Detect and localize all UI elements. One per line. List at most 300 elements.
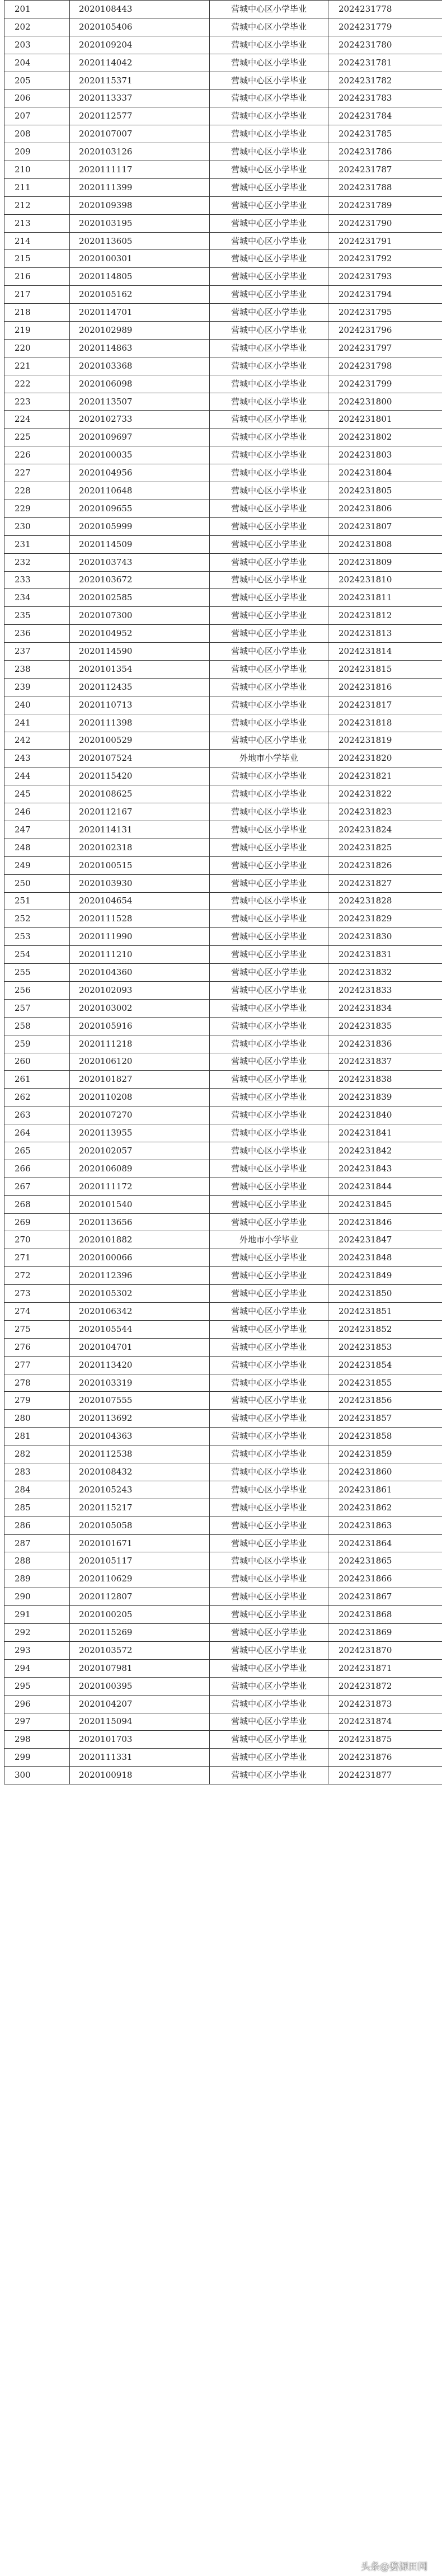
cell-exam-number: 2024231815 (328, 660, 442, 678)
cell-serial-number: 282 (4, 1445, 70, 1463)
cell-student-id: 2020101703 (70, 1731, 210, 1749)
cell-student-id: 2020114042 (70, 54, 210, 72)
table-row (4, 1428, 442, 1445)
cell-student-id: 2020111331 (70, 1749, 210, 1767)
table-row (4, 339, 442, 357)
cell-exam-number: 2024231781 (328, 54, 442, 72)
cell-graduation-school: 营城中心区小学毕业 (210, 1552, 328, 1570)
table-row (4, 821, 442, 839)
cell-student-id: 2020103572 (70, 1641, 210, 1659)
table-row (4, 1035, 442, 1053)
cell-graduation-school: 营城中心区小学毕业 (210, 1338, 328, 1356)
cell-student-id: 2020114701 (70, 304, 210, 322)
cell-serial-number: 259 (4, 1035, 70, 1053)
cell-graduation-school: 营城中心区小学毕业 (210, 339, 328, 357)
cell-graduation-school: 营城中心区小学毕业 (210, 1606, 328, 1624)
cell-exam-number: 2024231841 (328, 1124, 442, 1142)
cell-serial-number: 228 (4, 482, 70, 500)
table-row (4, 553, 442, 571)
cell-serial-number: 247 (4, 821, 70, 839)
table-row (4, 517, 442, 535)
cell-student-id: 2020101827 (70, 1071, 210, 1089)
cell-serial-number: 234 (4, 589, 70, 607)
table-row (4, 1303, 442, 1321)
cell-graduation-school: 营城中心区小学毕业 (210, 54, 328, 72)
results-table (4, 0, 442, 1784)
cell-serial-number: 254 (4, 946, 70, 964)
cell-graduation-school: 营城中心区小学毕业 (210, 643, 328, 661)
cell-exam-number: 2024231822 (328, 785, 442, 803)
table-row (4, 856, 442, 874)
table-row (4, 178, 442, 196)
table-row (4, 964, 442, 982)
cell-exam-number: 2024231785 (328, 125, 442, 143)
cell-student-id: 2020111528 (70, 910, 210, 928)
table-row (4, 1106, 442, 1124)
cell-graduation-school: 营城中心区小学毕业 (210, 964, 328, 982)
cell-serial-number: 225 (4, 428, 70, 446)
cell-exam-number: 2024231812 (328, 607, 442, 625)
cell-exam-number: 2024231821 (328, 767, 442, 785)
cell-student-id: 2020114805 (70, 268, 210, 286)
cell-student-id: 2020111117 (70, 161, 210, 179)
cell-serial-number: 270 (4, 1231, 70, 1249)
cell-exam-number: 2024231803 (328, 446, 442, 464)
cell-student-id: 2020107270 (70, 1106, 210, 1124)
cell-graduation-school: 营城中心区小学毕业 (210, 1695, 328, 1713)
cell-exam-number: 2024231779 (328, 18, 442, 36)
cell-graduation-school: 营城中心区小学毕业 (210, 1213, 328, 1231)
cell-graduation-school: 营城中心区小学毕业 (210, 607, 328, 625)
cell-serial-number: 283 (4, 1463, 70, 1481)
cell-exam-number: 2024231787 (328, 161, 442, 179)
cell-student-id: 2020105999 (70, 517, 210, 535)
cell-serial-number: 287 (4, 1534, 70, 1552)
cell-serial-number: 216 (4, 268, 70, 286)
cell-student-id: 2020102057 (70, 1142, 210, 1160)
cell-graduation-school: 营城中心区小学毕业 (210, 322, 328, 340)
table-row (4, 589, 442, 607)
cell-graduation-school: 营城中心区小学毕业 (210, 72, 328, 90)
table-row (4, 375, 442, 393)
table-row (4, 1374, 442, 1392)
cell-serial-number: 235 (4, 607, 70, 625)
cell-graduation-school: 营城中心区小学毕业 (210, 1428, 328, 1445)
cell-graduation-school: 营城中心区小学毕业 (210, 1588, 328, 1606)
cell-graduation-school: 营城中心区小学毕业 (210, 1356, 328, 1374)
cell-serial-number: 230 (4, 517, 70, 535)
table-row (4, 643, 442, 661)
table-row (4, 1338, 442, 1356)
cell-exam-number: 2024231868 (328, 1606, 442, 1624)
cell-student-id: 2020115217 (70, 1499, 210, 1517)
cell-serial-number: 222 (4, 375, 70, 393)
cell-serial-number: 237 (4, 643, 70, 661)
cell-exam-number: 2024231819 (328, 732, 442, 750)
cell-serial-number: 207 (4, 107, 70, 125)
cell-graduation-school: 营城中心区小学毕业 (210, 1267, 328, 1285)
cell-serial-number: 293 (4, 1641, 70, 1659)
cell-graduation-school: 营城中心区小学毕业 (210, 874, 328, 892)
cell-exam-number: 2024231842 (328, 1142, 442, 1160)
cell-exam-number: 2024231813 (328, 625, 442, 643)
cell-exam-number: 2024231851 (328, 1303, 442, 1321)
document-page (4, 0, 438, 1784)
table-row (4, 1249, 442, 1267)
cell-student-id: 2020110713 (70, 696, 210, 714)
cell-student-id: 2020104654 (70, 892, 210, 910)
cell-exam-number: 2024231856 (328, 1392, 442, 1410)
cell-student-id: 2020109697 (70, 428, 210, 446)
cell-graduation-school: 营城中心区小学毕业 (210, 1320, 328, 1338)
table-row (4, 1534, 442, 1552)
cell-serial-number: 264 (4, 1124, 70, 1142)
cell-graduation-school: 营城中心区小学毕业 (210, 517, 328, 535)
table-body (4, 1, 442, 1784)
cell-serial-number: 290 (4, 1588, 70, 1606)
cell-serial-number: 291 (4, 1606, 70, 1624)
table-row (4, 714, 442, 732)
cell-exam-number: 2024231850 (328, 1285, 442, 1303)
cell-student-id: 2020104360 (70, 964, 210, 982)
cell-student-id: 2020103126 (70, 143, 210, 161)
cell-serial-number: 275 (4, 1320, 70, 1338)
cell-serial-number: 263 (4, 1106, 70, 1124)
cell-serial-number: 292 (4, 1624, 70, 1642)
table-row (4, 500, 442, 517)
cell-student-id: 2020111218 (70, 1035, 210, 1053)
cell-exam-number: 2024231871 (328, 1659, 442, 1677)
cell-student-id: 2020102093 (70, 981, 210, 999)
cell-serial-number: 250 (4, 874, 70, 892)
cell-exam-number: 2024231825 (328, 839, 442, 856)
cell-student-id: 2020111990 (70, 928, 210, 946)
table-row (4, 1677, 442, 1695)
cell-graduation-school: 营城中心区小学毕业 (210, 1195, 328, 1213)
cell-exam-number: 2024231790 (328, 214, 442, 232)
table-row (4, 750, 442, 767)
cell-student-id: 2020103743 (70, 553, 210, 571)
cell-serial-number: 224 (4, 411, 70, 428)
cell-student-id: 2020111210 (70, 946, 210, 964)
cell-serial-number: 279 (4, 1392, 70, 1410)
cell-exam-number: 2024231778 (328, 1, 442, 18)
table-row (4, 1071, 442, 1089)
cell-graduation-school: 营城中心区小学毕业 (210, 714, 328, 732)
cell-serial-number: 297 (4, 1713, 70, 1731)
cell-serial-number: 209 (4, 143, 70, 161)
cell-student-id: 2020115094 (70, 1713, 210, 1731)
cell-serial-number: 296 (4, 1695, 70, 1713)
cell-student-id: 2020112807 (70, 1588, 210, 1606)
cell-graduation-school: 营城中心区小学毕业 (210, 36, 328, 54)
cell-graduation-school: 营城中心区小学毕业 (210, 1570, 328, 1588)
table-row (4, 1731, 442, 1749)
cell-exam-number: 2024231793 (328, 268, 442, 286)
cell-graduation-school: 营城中心区小学毕业 (210, 1249, 328, 1267)
cell-exam-number: 2024231859 (328, 1445, 442, 1463)
cell-exam-number: 2024231843 (328, 1160, 442, 1178)
cell-student-id: 2020110208 (70, 1089, 210, 1106)
table-row (4, 1356, 442, 1374)
cell-graduation-school: 营城中心区小学毕业 (210, 1463, 328, 1481)
cell-student-id: 2020113955 (70, 1124, 210, 1142)
cell-student-id: 2020112396 (70, 1267, 210, 1285)
table-row (4, 214, 442, 232)
table-row (4, 1267, 442, 1285)
cell-serial-number: 281 (4, 1428, 70, 1445)
table-row (4, 839, 442, 856)
table-row (4, 1606, 442, 1624)
cell-serial-number: 251 (4, 892, 70, 910)
table-row (4, 286, 442, 304)
cell-graduation-school: 营城中心区小学毕业 (210, 1677, 328, 1695)
cell-exam-number: 2024231786 (328, 143, 442, 161)
cell-graduation-school: 营城中心区小学毕业 (210, 553, 328, 571)
cell-student-id: 2020108432 (70, 1463, 210, 1481)
table-row (4, 1749, 442, 1767)
cell-exam-number: 2024231789 (328, 196, 442, 214)
cell-serial-number: 218 (4, 304, 70, 322)
table-row (4, 1659, 442, 1677)
cell-exam-number: 2024231837 (328, 1053, 442, 1071)
table-row (4, 732, 442, 750)
cell-student-id: 2020103195 (70, 214, 210, 232)
table-row (4, 125, 442, 143)
table-row (4, 1213, 442, 1231)
cell-student-id: 2020102733 (70, 411, 210, 428)
cell-student-id: 2020102318 (70, 839, 210, 856)
cell-exam-number: 2024231791 (328, 232, 442, 250)
cell-graduation-school: 营城中心区小学毕业 (210, 625, 328, 643)
cell-exam-number: 2024231782 (328, 72, 442, 90)
cell-graduation-school: 营城中心区小学毕业 (210, 1713, 328, 1731)
cell-student-id: 2020112435 (70, 678, 210, 696)
cell-serial-number: 278 (4, 1374, 70, 1392)
cell-graduation-school: 营城中心区小学毕业 (210, 90, 328, 107)
cell-serial-number: 289 (4, 1570, 70, 1588)
cell-exam-number: 2024231784 (328, 107, 442, 125)
cell-student-id: 2020100515 (70, 856, 210, 874)
cell-student-id: 2020107007 (70, 125, 210, 143)
cell-graduation-school: 营城中心区小学毕业 (210, 1499, 328, 1517)
table-row (4, 1089, 442, 1106)
cell-student-id: 2020109398 (70, 196, 210, 214)
cell-student-id: 2020113656 (70, 1213, 210, 1231)
cell-exam-number: 2024231838 (328, 1071, 442, 1089)
table-row (4, 999, 442, 1017)
table-row (4, 571, 442, 589)
cell-serial-number: 208 (4, 125, 70, 143)
cell-exam-number: 2024231780 (328, 36, 442, 54)
cell-student-id: 2020101354 (70, 660, 210, 678)
cell-serial-number: 231 (4, 535, 70, 553)
cell-student-id: 2020113692 (70, 1410, 210, 1428)
cell-graduation-school: 营城中心区小学毕业 (210, 1, 328, 18)
cell-student-id: 2020107981 (70, 1659, 210, 1677)
cell-graduation-school: 营城中心区小学毕业 (210, 1481, 328, 1499)
cell-graduation-school: 营城中心区小学毕业 (210, 1624, 328, 1642)
table-row (4, 304, 442, 322)
cell-graduation-school: 营城中心区小学毕业 (210, 1160, 328, 1178)
cell-serial-number: 232 (4, 553, 70, 571)
cell-serial-number: 202 (4, 18, 70, 36)
cell-exam-number: 2024231823 (328, 803, 442, 821)
cell-exam-number: 2024231865 (328, 1552, 442, 1570)
cell-student-id: 2020115420 (70, 767, 210, 785)
cell-serial-number: 298 (4, 1731, 70, 1749)
cell-exam-number: 2024231877 (328, 1767, 442, 1784)
cell-graduation-school: 营城中心区小学毕业 (210, 1445, 328, 1463)
cell-student-id: 2020114863 (70, 339, 210, 357)
cell-student-id: 2020104952 (70, 625, 210, 643)
table-row (4, 322, 442, 340)
table-row (4, 54, 442, 72)
cell-exam-number: 2024231836 (328, 1035, 442, 1053)
cell-exam-number: 2024231839 (328, 1089, 442, 1106)
cell-graduation-school: 营城中心区小学毕业 (210, 571, 328, 589)
cell-serial-number: 255 (4, 964, 70, 982)
cell-graduation-school: 营城中心区小学毕业 (210, 18, 328, 36)
cell-student-id: 2020100301 (70, 250, 210, 268)
table-row (4, 1124, 442, 1142)
cell-serial-number: 266 (4, 1160, 70, 1178)
cell-serial-number: 233 (4, 571, 70, 589)
cell-serial-number: 257 (4, 999, 70, 1017)
table-row (4, 660, 442, 678)
cell-graduation-school: 营城中心区小学毕业 (210, 375, 328, 393)
cell-exam-number: 2024231873 (328, 1695, 442, 1713)
cell-graduation-school: 营城中心区小学毕业 (210, 910, 328, 928)
cell-student-id: 2020110648 (70, 482, 210, 500)
table-row (4, 482, 442, 500)
table-row (4, 18, 442, 36)
cell-serial-number: 245 (4, 785, 70, 803)
cell-exam-number: 2024231824 (328, 821, 442, 839)
cell-serial-number: 212 (4, 196, 70, 214)
cell-graduation-school: 营城中心区小学毕业 (210, 464, 328, 482)
table-row (4, 1552, 442, 1570)
cell-student-id: 2020100918 (70, 1767, 210, 1784)
table-row (4, 1160, 442, 1178)
cell-serial-number: 241 (4, 714, 70, 732)
cell-serial-number: 201 (4, 1, 70, 18)
table-row (4, 1641, 442, 1659)
table-row (4, 1320, 442, 1338)
cell-student-id: 2020100035 (70, 446, 210, 464)
cell-serial-number: 286 (4, 1517, 70, 1534)
cell-student-id: 2020113337 (70, 90, 210, 107)
table-row (4, 1445, 442, 1463)
cell-graduation-school: 营城中心区小学毕业 (210, 357, 328, 375)
cell-student-id: 2020104701 (70, 1338, 210, 1356)
table-row (4, 535, 442, 553)
cell-exam-number: 2024231827 (328, 874, 442, 892)
table-row (4, 981, 442, 999)
table-row (4, 357, 442, 375)
cell-graduation-school: 营城中心区小学毕业 (210, 1106, 328, 1124)
cell-student-id: 2020100066 (70, 1249, 210, 1267)
cell-student-id: 2020113605 (70, 232, 210, 250)
cell-graduation-school: 营城中心区小学毕业 (210, 304, 328, 322)
cell-exam-number: 2024231846 (328, 1213, 442, 1231)
cell-serial-number: 269 (4, 1213, 70, 1231)
cell-student-id: 2020105916 (70, 1017, 210, 1035)
cell-serial-number: 300 (4, 1767, 70, 1784)
cell-graduation-school: 营城中心区小学毕业 (210, 1641, 328, 1659)
cell-student-id: 2020109204 (70, 36, 210, 54)
cell-graduation-school: 营城中心区小学毕业 (210, 1035, 328, 1053)
cell-serial-number: 252 (4, 910, 70, 928)
cell-student-id: 2020112167 (70, 803, 210, 821)
cell-student-id: 2020105243 (70, 1481, 210, 1499)
cell-graduation-school: 营城中心区小学毕业 (210, 1517, 328, 1534)
table-row (4, 1285, 442, 1303)
cell-student-id: 2020104363 (70, 1428, 210, 1445)
cell-serial-number: 205 (4, 72, 70, 90)
cell-serial-number: 261 (4, 1071, 70, 1089)
cell-graduation-school: 营城中心区小学毕业 (210, 161, 328, 179)
cell-serial-number: 240 (4, 696, 70, 714)
cell-student-id: 2020113507 (70, 393, 210, 411)
cell-serial-number: 260 (4, 1053, 70, 1071)
cell-graduation-school: 营城中心区小学毕业 (210, 1392, 328, 1410)
table-row (4, 161, 442, 179)
cell-student-id: 2020114131 (70, 821, 210, 839)
cell-serial-number: 265 (4, 1142, 70, 1160)
watermark: 头条@婺源田网 (361, 2561, 427, 2573)
cell-graduation-school: 营城中心区小学毕业 (210, 232, 328, 250)
cell-graduation-school: 营城中心区小学毕业 (210, 1285, 328, 1303)
cell-graduation-school: 营城中心区小学毕业 (210, 1410, 328, 1428)
cell-exam-number: 2024231829 (328, 910, 442, 928)
cell-serial-number: 273 (4, 1285, 70, 1303)
cell-exam-number: 2024231794 (328, 286, 442, 304)
cell-student-id: 2020102585 (70, 589, 210, 607)
cell-exam-number: 2024231799 (328, 375, 442, 393)
table-row (4, 90, 442, 107)
table-row (4, 1231, 442, 1249)
cell-serial-number: 280 (4, 1410, 70, 1428)
cell-serial-number: 299 (4, 1749, 70, 1767)
cell-graduation-school: 营城中心区小学毕业 (210, 1303, 328, 1321)
cell-graduation-school: 营城中心区小学毕业 (210, 767, 328, 785)
cell-exam-number: 2024231864 (328, 1534, 442, 1552)
cell-exam-number: 2024231830 (328, 928, 442, 946)
table-row (4, 892, 442, 910)
cell-exam-number: 2024231852 (328, 1320, 442, 1338)
cell-serial-number: 213 (4, 214, 70, 232)
cell-serial-number: 203 (4, 36, 70, 54)
cell-student-id: 2020114590 (70, 643, 210, 661)
cell-graduation-school: 营城中心区小学毕业 (210, 928, 328, 946)
cell-graduation-school: 营城中心区小学毕业 (210, 1534, 328, 1552)
cell-student-id: 2020107555 (70, 1392, 210, 1410)
table-row (4, 910, 442, 928)
cell-exam-number: 2024231817 (328, 696, 442, 714)
cell-exam-number: 2024231867 (328, 1588, 442, 1606)
cell-exam-number: 2024231835 (328, 1017, 442, 1035)
cell-serial-number: 215 (4, 250, 70, 268)
table-row (4, 946, 442, 964)
cell-student-id: 2020108625 (70, 785, 210, 803)
cell-serial-number: 220 (4, 339, 70, 357)
cell-exam-number: 2024231810 (328, 571, 442, 589)
cell-exam-number: 2024231833 (328, 981, 442, 999)
cell-exam-number: 2024231845 (328, 1195, 442, 1213)
table-row (4, 411, 442, 428)
cell-student-id: 2020105117 (70, 1552, 210, 1570)
